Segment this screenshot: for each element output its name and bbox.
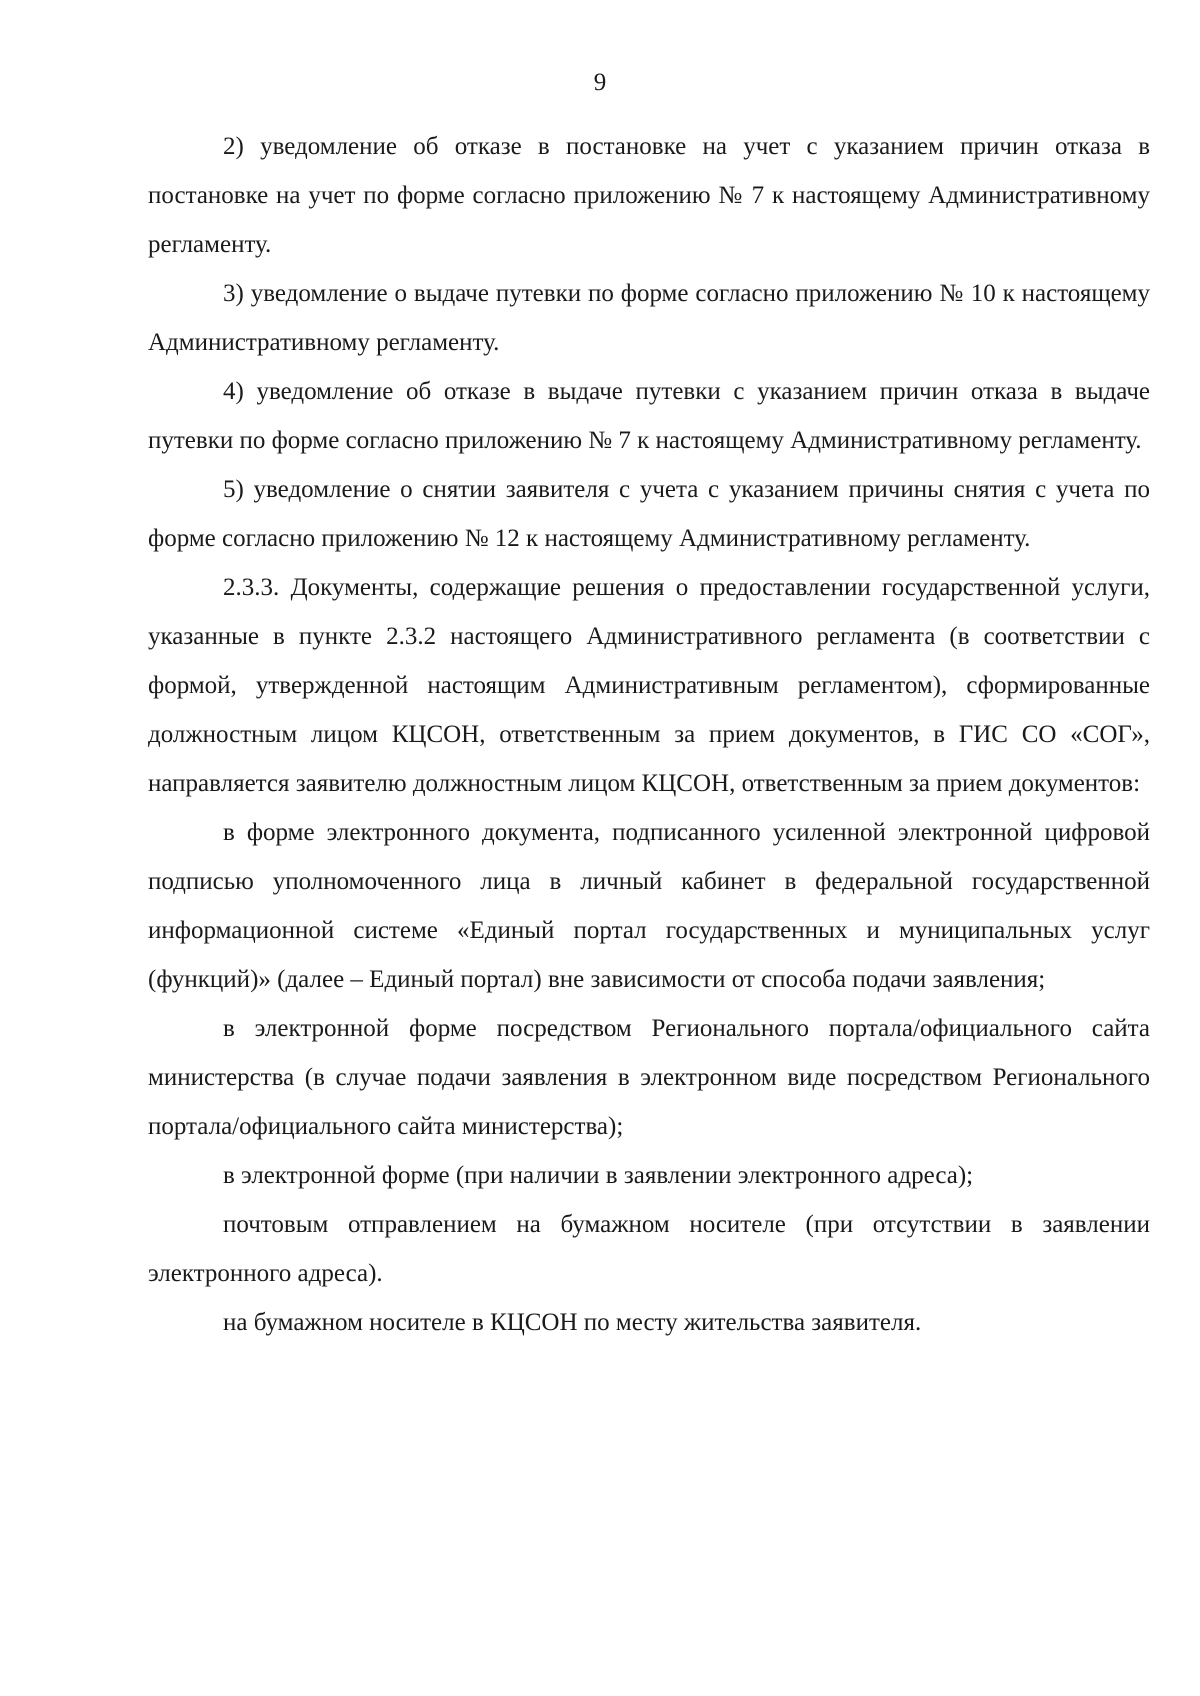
paragraph-item-2: 2) уведомление об отказе в постановке на учет с указанием причин отказа в постановке на учет по форме согласно приложению № 7 к настоящему Административному регламенту. bbox=[148, 133, 1150, 258]
paragraph-electronic-document: в форме электронного документа, подписанного усиленной электронной цифровой подписью уполномоченного лица в личный кабинет в федеральной государственной информационной системе «Единый портал государственных и муниципальных услуг (функций)» (далее – Единый портал) вне зависимости от способа подачи заявления; bbox=[148, 819, 1150, 993]
page-number: 9 bbox=[593, 69, 607, 96]
paragraph-item-4: 4) уведомление об отказе в выдаче путевки с указанием причин отказа в выдаче путевки по форме согласно приложению № 7 к настоящему Административному регламенту. bbox=[148, 378, 1150, 454]
paragraph-postal-delivery: почтовым отправлением на бумажном носителе (при отсутствии в заявлении электронного адреса). bbox=[148, 1211, 1150, 1287]
paragraph-regional-portal: в электронной форме посредством Регионального портала/официального сайта министерства (в случае подачи заявления в электронном виде посредством Регионального портала/официального сайта министерства); bbox=[148, 1015, 1150, 1140]
paragraph-paper-in-office: на бумажном носителе в КЦСОН по месту жительства заявителя. bbox=[223, 1309, 922, 1336]
paragraph-item-3: 3) уведомление о выдаче путевки по форме согласно приложению № 10 к настоящему Административному регламенту. bbox=[148, 280, 1150, 356]
document-body bbox=[148, 122, 1150, 1347]
paragraph-electronic-form: в электронной форме (при наличии в заявлении электронного адреса); bbox=[223, 1162, 974, 1189]
paragraph-item-5: 5) уведомление о снятии заявителя с учета с указанием причины снятия с учета по форме согласно приложению № 12 к настоящему Административному регламенту. bbox=[148, 476, 1150, 552]
paragraph-section-2-3-3: 2.3.3. Документы, содержащие решения о предоставлении государственной услуги, указанные в пункте 2.3.2 настоящего Административного регламента (в соответствии с формой, утвержденной настоящим Административным регламентом), сформированные должностным лицом КЦСОН, ответственным за прием документов, в ГИС СО «СОГ», направляется заявителю должностным лицом КЦСОН, ответственным за прием документов: bbox=[148, 574, 1150, 797]
